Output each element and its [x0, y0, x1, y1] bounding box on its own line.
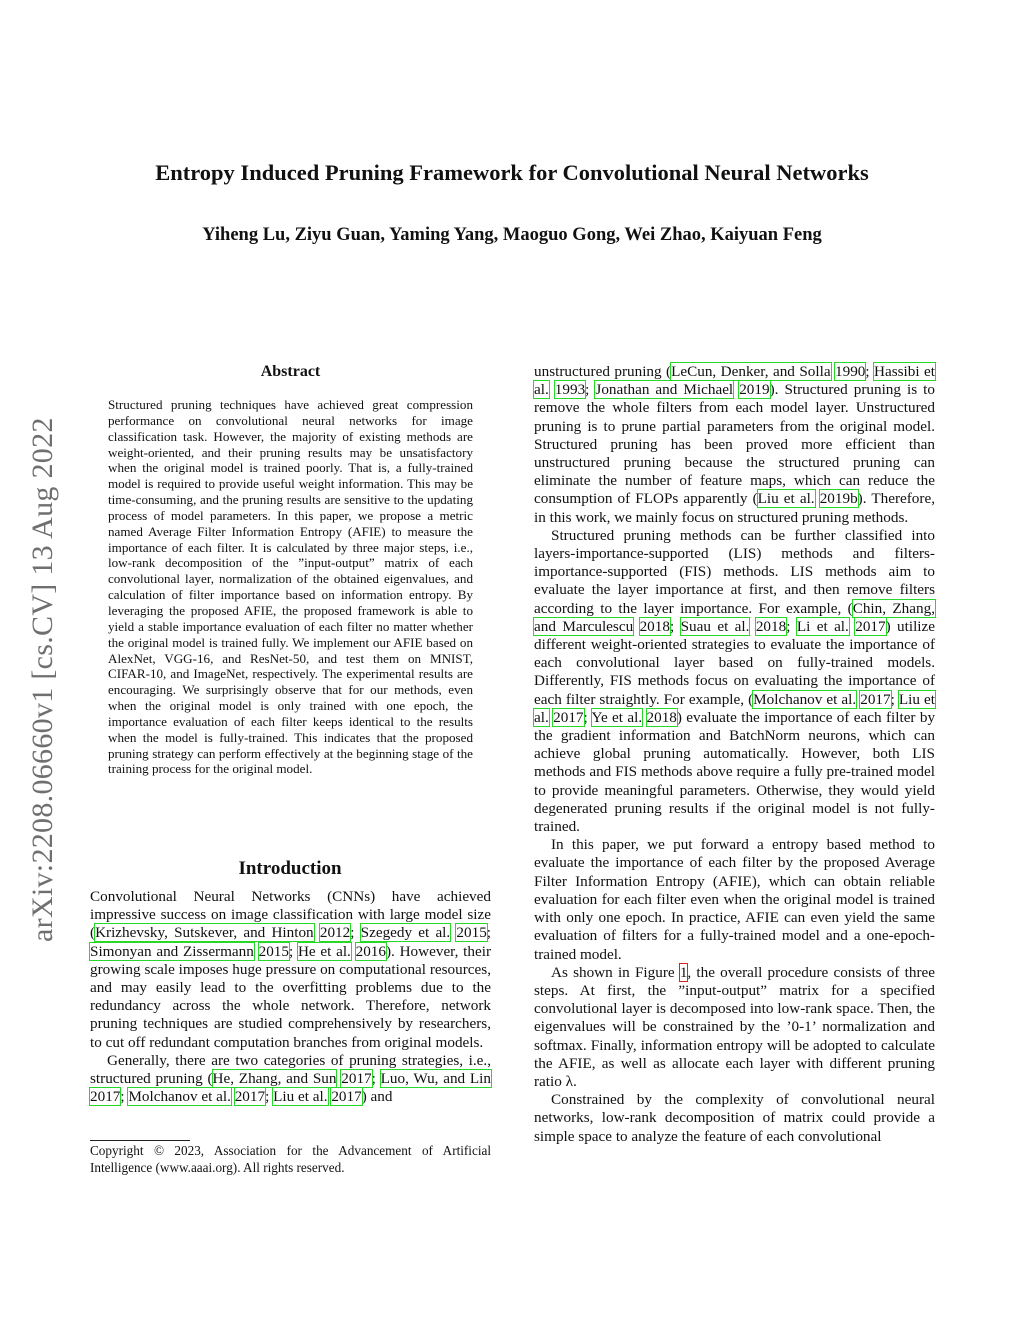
citation-link[interactable]: Liu et al.: [534, 690, 935, 726]
left-column-body: [90, 888, 491, 1106]
citation-link[interactable]: Ye et al.: [591, 708, 643, 726]
citation-link[interactable]: 2017: [331, 1088, 362, 1106]
citation-link[interactable]: Szegedy et al.: [360, 924, 451, 942]
text-run: ;: [890, 690, 899, 708]
citation-link[interactable]: He et al.: [297, 942, 351, 960]
text-run: ;: [786, 617, 797, 635]
citation-link[interactable]: 2017: [90, 1088, 121, 1106]
text-run: ). However, their growing scale imposes huge pressure on computational resources, and may easily lead to the overfitting problems due to the redundancy across the whole network. Therefore, network pruning techniques are studied comprehensively by researchers, to cut off redundant computation branches from original models.: [90, 942, 491, 1051]
body-paragraph-3: In this paper, we put forward a entropy based method to evaluate the importance of each filter by the proposed Average Filter Information Entropy (AFIE), which can obtain reliable evaluation for each filter even when the original model is trained with only one epoch. In practice, AFIE can even yield the same evaluation of filters for a fully-trained model and a one-epoch-trained model.: [534, 836, 935, 963]
citation-link[interactable]: Li et al.: [796, 617, 849, 635]
text-run: unstructured pruning (: [534, 363, 672, 380]
citation-link[interactable]: 2017: [860, 690, 891, 708]
citation-link[interactable]: 2016: [355, 942, 386, 960]
citation-link[interactable]: Simonyan and Zissermann: [90, 942, 254, 960]
author-list: Yiheng Lu, Ziyu Guan, Yaming Yang, Maoguo Gong, Wei Zhao, Kaiyuan Feng: [202, 225, 822, 245]
paper-title: Entropy Induced Pruning Framework for Convolutional Neural Networks: [155, 160, 869, 185]
citation-link[interactable]: 2012: [319, 924, 351, 942]
text-run: [314, 924, 320, 941]
footnote-divider: [90, 1140, 190, 1141]
citation-link[interactable]: Hassibi et al.: [534, 363, 935, 399]
text-run: [815, 490, 820, 507]
citation-link[interactable]: 2015: [456, 924, 487, 942]
citation-link[interactable]: 2019: [739, 381, 770, 399]
citation-link[interactable]: He, Zhang, and Sun: [212, 1070, 337, 1088]
text-run: ) utilize different weight-oriented strategies to evaluate the importance of each convolutional layer based on fully-trained models. Differently, FIS methods focus on evaluating the importance of each filter straightly. For example, (: [534, 617, 935, 708]
text-run: ;: [865, 363, 875, 380]
citation-link[interactable]: Liu et al.: [273, 1088, 328, 1106]
text-run: As shown in Figure: [551, 963, 680, 981]
text-run: ;: [669, 617, 681, 635]
right-column-body: [534, 363, 935, 1146]
figure-ref-link[interactable]: 1: [679, 963, 688, 981]
citation-link[interactable]: Liu et al.: [757, 490, 815, 508]
intro-paragraph-1: [90, 888, 491, 1052]
citation-link[interactable]: Luo, Wu, and Lin: [380, 1070, 492, 1088]
copyright-footnote: Copyright © 2023, Association for the Advancement of Artificial Intelligence (www.aaai.org). All rights reserved.: [90, 1143, 491, 1175]
text-run: ) evaluate the importance of each filter by the gradient information and BatchNorm neurons, which can achieve global pruning automatically. However, both LIS methods and FIS methods above require a fully pre-trained model to provide meaningful parameters. Otherwise, they would yield degenerated pruning results if the original model is not fully-trained.: [534, 708, 936, 836]
text-run: Convolutional Neural Networks (CNNs) have achieved impressive success on image classification with large model size (: [90, 888, 491, 942]
text-run: ;: [583, 708, 592, 726]
body-paragraph-1: [534, 363, 935, 527]
citation-link[interactable]: 2018: [639, 617, 670, 635]
citation-link[interactable]: 2018: [646, 708, 677, 726]
text-run: Generally, there are two categories of pruning strategies, i.e., structured pruning (: [90, 1051, 491, 1088]
citation-link[interactable]: 2015: [258, 942, 289, 960]
text-run: ). Therefore, in this work, we mainly focus on structured pruning methods.: [534, 490, 935, 526]
citation-link[interactable]: Jonathan and Michael: [595, 381, 734, 399]
citation-link[interactable]: LeCun, Denker, and Solla: [671, 363, 831, 380]
text-run: ;: [120, 1088, 129, 1106]
citation-link[interactable]: 2017: [855, 617, 886, 635]
body-paragraph-2: [534, 527, 935, 836]
citation-link[interactable]: 2019b: [819, 490, 858, 508]
abstract-body: Structured pruning techniques have achieved great compression performance on convolutional neural networks for image classification task. However, the majority of existing methods are weight-oriented, and their pruning results may be unsatisfactory when the original model is trained poorly. That is, a fully-trained model is required to provide useful weight information. This may be time-consuming, and the pruning results are sensitive to the updating process of model parameters. In this paper, we propose a metric named Average Filter Information Entropy (AFIE) to measure the importance of each filter. It is calculated by three major steps, i.e., low-rank decomposition of the ”input-output” matrix of each convolutional layer, normalization of the obtained eigenvalues, and calculation of filter importance based on information entropy. By leveraging the proposed AFIE, the proposed framework is able to yield a stable importance evaluation of each filter no matter whether the original model is trained fully. We implement our AFIE based on AlexNet, VGG-16, and ResNet-50, and test them on MNIST, CIFAR-10, and ImageNet, respectively. The experimental results are encouraging. We surprisingly observe that for our methods, even when the original model is only trained with one epoch, the importance evaluation of each filter keeps identical to the results when the model is fully-trained. This indicates that the proposed pruning strategy can perform effectively at the beginning stage of the training process for the original model.: [108, 397, 473, 777]
citation-link[interactable]: 2017: [553, 708, 584, 726]
text-run: Structured pruning methods can be further classified into layers-importance-supported (LIS) methods and filters-importance-supported (FIS) methods. LIS methods aim to evaluate the layer importance at first, and then remove filters according to the layer importance. For example, (: [534, 526, 935, 617]
citation-link[interactable]: Molchanov et al.: [753, 690, 857, 708]
citation-link[interactable]: 2017: [234, 1088, 266, 1106]
text-run: , the overall procedure consists of three steps. At first, the ”input-output” matrix for a specified convolutional layer is decomposed into low-rank space. Then, the eigenvalues will be constrained by the ’0-1’ normalization and softmax. Finally, information entropy will be adopted to calculate the AFIE, as well as allocate each layer with different pruning ratio λ.: [534, 963, 935, 1090]
citation-link[interactable]: 1990: [835, 363, 866, 380]
text-run: [749, 618, 755, 635]
abstract-heading: Abstract: [260, 363, 321, 380]
citation-link[interactable]: Suau et al.: [680, 617, 750, 635]
introduction-heading: Introduction: [238, 858, 342, 879]
citation-link[interactable]: Molchanov et al.: [128, 1088, 231, 1106]
intro-paragraph-2: [90, 1052, 491, 1107]
text-run: ;: [288, 942, 298, 960]
text-run: [351, 943, 356, 960]
citation-link[interactable]: 2017: [341, 1070, 372, 1088]
text-run: ). Structured pruning is to remove the whole filters from each model layer. Unstructured pruning is to prune partial parameters from the original model. Structured pruning has been proved more efficient than unstructured pruning because the structured pruning can eliminate the number of feature maps, which can reduce the consumption of FLOPs apparently (: [534, 381, 935, 508]
citation-link[interactable]: Chin, Zhang, and Marculescu: [534, 599, 935, 635]
body-paragraph-5: Constrained by the complexity of convolutional neural networks, low-rank decomposition of matrix could provide a simple space to analyze the feature of each convolutional: [534, 1091, 935, 1145]
text-run: [633, 618, 639, 635]
citation-link[interactable]: Krizhevsky, Sutskever, and Hinton: [95, 924, 314, 942]
arxiv-sidebar-id[interactable]: arXiv:2208.06660v1 [cs.CV] 13 Aug 2022: [26, 417, 59, 942]
text-run: [254, 943, 259, 960]
text-run: ;: [371, 1070, 381, 1088]
text-run: ;: [350, 924, 361, 942]
text-run: ;: [265, 1088, 274, 1106]
text-run: [642, 709, 646, 726]
citation-link[interactable]: 2018: [755, 617, 787, 635]
text-run: ) and: [361, 1088, 393, 1106]
text-run: ;: [486, 924, 492, 942]
text-run: ;: [585, 381, 596, 399]
text-run: [549, 381, 555, 398]
body-paragraph-4: [534, 964, 935, 1091]
citation-link[interactable]: 1993: [554, 381, 586, 399]
